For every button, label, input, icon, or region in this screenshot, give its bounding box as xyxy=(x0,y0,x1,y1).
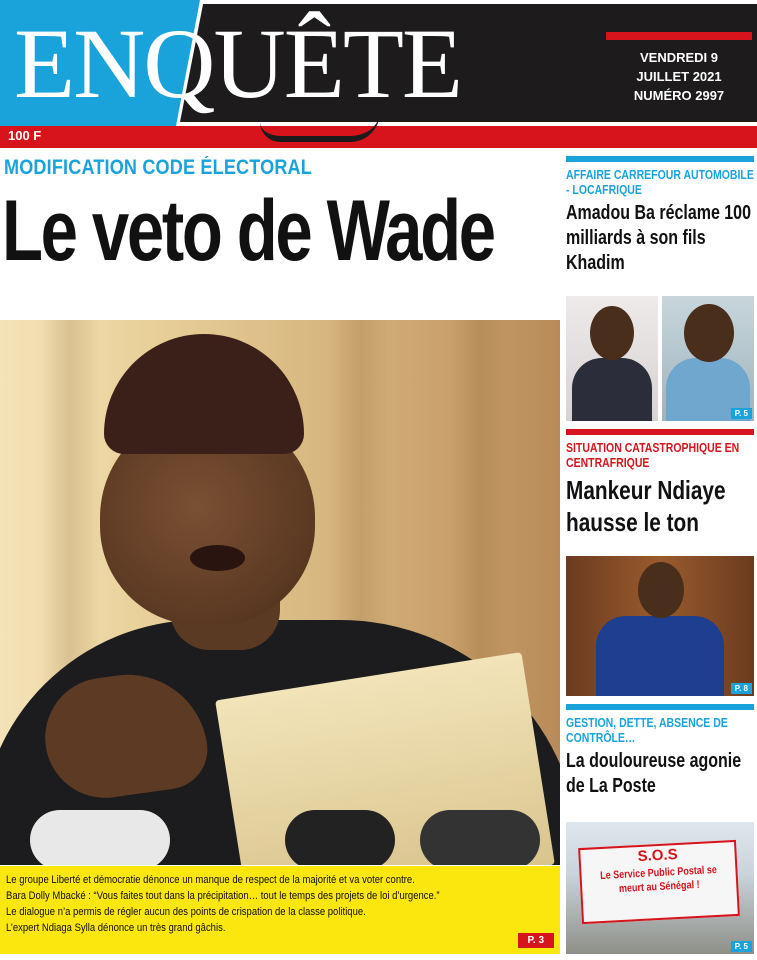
lead-headline[interactable]: Le veto de Wade xyxy=(2,183,494,279)
sidebar-story-centrafrique[interactable] xyxy=(566,429,754,538)
photo-man-right xyxy=(662,296,754,421)
lead-caption-box xyxy=(0,866,560,954)
caption-line: Le groupe Liberté et démocratie dénonce un manque de respect de la majorité et va voter contre. xyxy=(6,874,415,886)
man-blue-suit xyxy=(596,616,724,696)
issue-day: VENDREDI 9 xyxy=(639,50,719,65)
sidebar-story-carrefour[interactable] xyxy=(566,156,754,276)
story-page-tag[interactable]: P. 5 xyxy=(731,941,752,952)
lead-page-tag[interactable]: P. 3 xyxy=(518,933,555,948)
story-page-tag[interactable]: P. 8 xyxy=(731,683,752,694)
man-head xyxy=(684,304,734,362)
caption-line: Le dialogue n’a permis de régler aucun des points de crispation de la classe politique. xyxy=(6,906,366,918)
speaker-mouth xyxy=(190,545,245,571)
date-accent-bar xyxy=(606,32,752,40)
story-photo-mankeur[interactable] xyxy=(566,556,754,696)
story-rule xyxy=(566,156,754,162)
story-label: GESTION, DETTE, ABSENCE DE CONTRÔLE… xyxy=(566,716,728,745)
issue-number: NUMÉRO 2997 xyxy=(633,88,725,103)
man-suit xyxy=(572,358,652,421)
story-title[interactable]: La douloureuse agonie de La Poste xyxy=(566,750,742,797)
story-rule xyxy=(566,704,754,710)
masthead xyxy=(0,0,757,148)
story-page-tag[interactable]: P. 5 xyxy=(731,408,752,419)
sidebar-story-la-poste[interactable] xyxy=(566,704,754,799)
microphone xyxy=(30,810,170,865)
man-head xyxy=(638,562,684,618)
microphone xyxy=(420,810,540,865)
story-photo-sos-banner[interactable] xyxy=(566,822,754,954)
story-title[interactable]: Mankeur Ndiaye hausse le ton xyxy=(566,475,726,537)
caption-line: Bara Dolly Mbacké : “Vous faites tout dans la précipitation… tout le temps des projets de loi d’urgence.” xyxy=(6,890,440,902)
story-photo-two-men[interactable] xyxy=(566,296,754,421)
lead-photo[interactable] xyxy=(0,320,560,865)
issue-month-year: JUILLET 2021 xyxy=(636,69,722,84)
banner-text: Le Service Public Postal se meurt au Sénégal ! xyxy=(599,863,718,896)
newspaper-logo[interactable]: ENQUÊTE xyxy=(14,8,461,119)
caption-line: L’expert Ndiaga Sylla dénonce un très grand gâchis. xyxy=(6,922,226,934)
price-label: 100 F xyxy=(8,128,42,143)
photo-man-left xyxy=(566,296,658,421)
man-head xyxy=(590,306,634,360)
story-label: AFFAIRE CARREFOUR AUTOMOBILE - LOCAFRIQUE xyxy=(566,168,754,197)
story-label: SITUATION CATASTROPHIQUE EN CENTRAFRIQUE xyxy=(566,441,740,470)
story-title[interactable]: Amadou Ba réclame 100 milliards à son fils Khadim xyxy=(566,202,751,274)
lead-kicker: MODIFICATION CODE ÉLECTORAL xyxy=(4,156,312,179)
story-rule xyxy=(566,429,754,435)
issue-date-block xyxy=(606,48,752,105)
masthead-red-bar xyxy=(0,126,757,148)
speaker-cap xyxy=(104,334,304,454)
protest-banner xyxy=(578,840,740,924)
microphone xyxy=(285,810,395,865)
banner-sos: S.O.S xyxy=(637,846,679,866)
